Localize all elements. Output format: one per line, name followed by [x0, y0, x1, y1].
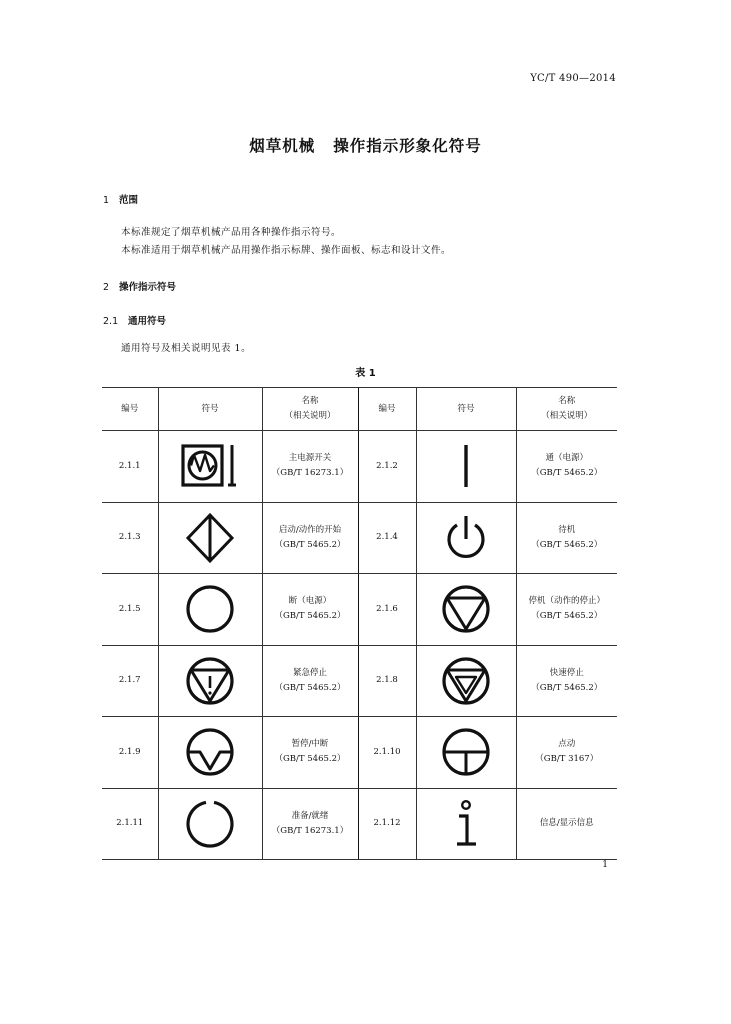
symbol-name: 断（电源）: [288, 596, 332, 607]
symbol-name-cell: [262, 788, 358, 860]
pause-interrupt-icon: [180, 724, 240, 780]
table-row: [102, 431, 617, 503]
section-1-number: 1: [103, 195, 110, 206]
symbol-code: 2.1.11: [102, 788, 158, 860]
symbol-reference: （GB/T 16273.1）: [271, 468, 349, 479]
symbol-name: 信息/显示信息: [539, 818, 594, 829]
section-2-1-paragraph: 通用符号及相关说明见表 1。: [121, 343, 252, 354]
symbol-name-cell: [516, 788, 617, 860]
symbol-reference: （GB/T 5465.2）: [274, 682, 346, 693]
section-2-heading: [103, 279, 176, 293]
symbol-code: 2.1.6: [358, 574, 416, 646]
power-off-icon: [180, 581, 240, 637]
section-1-heading: [103, 192, 138, 206]
stop-action-icon: [436, 581, 496, 637]
symbol-code: 2.1.10: [358, 717, 416, 789]
symbol-name: 待机: [558, 524, 576, 535]
symbol-reference: （GB/T 5465.2）: [531, 539, 603, 550]
symbol-cell: [416, 502, 516, 574]
header-name-line-2: （相关说明）: [284, 411, 336, 421]
symbol-reference: （GB/T 5465.2）: [531, 682, 603, 693]
symbol-name-cell: [516, 645, 617, 717]
start-action-icon: [180, 510, 240, 566]
symbol-reference: （GB/T 5465.2）: [274, 611, 346, 622]
symbol-name-cell: [262, 574, 358, 646]
symbol-cell: [158, 717, 262, 789]
table-row: [102, 645, 617, 717]
symbol-name-cell: [262, 645, 358, 717]
document-title: [0, 134, 731, 156]
main-power-switch-icon: [180, 438, 240, 494]
ready-icon: [180, 796, 240, 852]
symbol-cell: [416, 788, 516, 860]
symbol-reference: （GB/T 5465.2）: [274, 754, 346, 765]
symbol-name-cell: [262, 717, 358, 789]
section-2-1-title: 通用符号: [128, 316, 167, 327]
jog-icon: [436, 724, 496, 780]
table-row: [102, 717, 617, 789]
symbol-reference: （GB/T 16273.1）: [271, 825, 349, 836]
table-header-row: [102, 388, 617, 431]
symbol-code: 2.1.2: [358, 431, 416, 503]
symbol-name-cell: [262, 431, 358, 503]
symbol-code: 2.1.3: [102, 502, 158, 574]
page-number: 1: [602, 860, 608, 870]
symbol-name-cell: [262, 502, 358, 574]
symbol-name: 通（电源）: [545, 453, 588, 464]
header-code: 编号: [358, 388, 416, 431]
symbol-reference: （GB/T 5465.2）: [531, 468, 603, 479]
table-row: [102, 788, 617, 860]
symbol-cell: [158, 431, 262, 503]
symbol-cell: [158, 574, 262, 646]
symbol-code: 2.1.7: [102, 645, 158, 717]
section-1-title: 范围: [119, 195, 139, 206]
table-caption: 表 1: [355, 368, 376, 379]
quick-stop-icon: [436, 653, 496, 709]
symbol-table: [102, 387, 617, 860]
symbol-name: 启动/动作的开始: [278, 524, 342, 535]
header-name-line-1: 名称: [558, 396, 576, 406]
symbol-name: 暂停/中断: [291, 739, 329, 750]
symbol-code: 2.1.8: [358, 645, 416, 717]
header-name: [262, 388, 358, 431]
section-1-paragraph-1: 本标准规定了烟草机械产品用各种操作指示符号。: [121, 227, 342, 238]
document-code: YC/T 490—2014: [530, 73, 616, 84]
symbol-cell: [158, 788, 262, 860]
symbol-name: 快速停止: [549, 667, 584, 678]
symbol-cell: [158, 645, 262, 717]
section-2-1-number: 2.1: [103, 316, 119, 327]
symbol-cell: [416, 645, 516, 717]
symbol-name-cell: [516, 502, 617, 574]
symbol-cell: [158, 502, 262, 574]
symbol-name-cell: [516, 431, 617, 503]
section-1-paragraph-2: 本标准适用于烟草机械产品用操作指示标牌、操作面板、标志和设计文件。: [121, 245, 452, 256]
section-2-1-heading: [103, 313, 166, 327]
symbol-name: 停机（动作的停止）: [528, 596, 605, 607]
header-name-line-1: 名称: [301, 396, 319, 406]
header-symbol: 符号: [158, 388, 262, 431]
symbol-code: 2.1.9: [102, 717, 158, 789]
symbol-code: 2.1.12: [358, 788, 416, 860]
section-2-title: 操作指示符号: [119, 282, 177, 293]
symbol-cell: [416, 574, 516, 646]
title-part-2: 操作指示形象化符号: [333, 137, 482, 155]
header-name: [516, 388, 617, 431]
header-code: 编号: [102, 388, 158, 431]
power-on-icon: [436, 438, 496, 494]
symbol-cell: [416, 717, 516, 789]
symbol-cell: [416, 431, 516, 503]
symbol-reference: （GB/T 3167）: [535, 754, 599, 765]
standby-icon: [436, 510, 496, 566]
symbol-reference: （GB/T 5465.2）: [274, 539, 346, 550]
table-row: [102, 574, 617, 646]
table-row: [102, 502, 617, 574]
symbol-reference: （GB/T 5465.2）: [531, 611, 603, 622]
symbol-name-cell: [516, 717, 617, 789]
symbol-code: 2.1.1: [102, 431, 158, 503]
header-symbol: 符号: [416, 388, 516, 431]
symbol-code: 2.1.5: [102, 574, 158, 646]
symbol-name: 紧急停止: [292, 667, 327, 678]
symbol-name: 主电源开关: [288, 453, 332, 464]
title-part-1: 烟草机械: [249, 137, 316, 155]
emergency-stop-icon: [180, 653, 240, 709]
symbol-name: 准备/就绪: [291, 810, 329, 821]
section-2-number: 2: [103, 282, 110, 293]
info-display-icon: [436, 796, 496, 852]
symbol-name: 点动: [558, 739, 576, 750]
header-name-line-2: （相关说明）: [541, 411, 593, 421]
symbol-code: 2.1.4: [358, 502, 416, 574]
symbol-name-cell: [516, 574, 617, 646]
